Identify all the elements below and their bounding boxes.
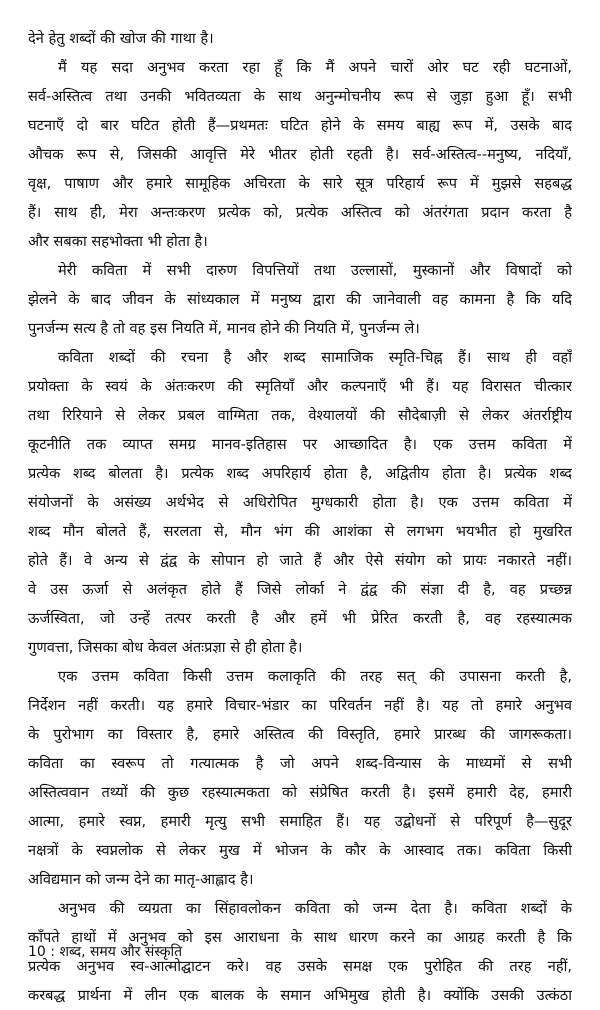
paragraph-3 xyxy=(28,256,572,343)
paragraph-2 xyxy=(28,53,572,256)
text-line: प्रयोक्ता के स्वयं के अंतःकरण की स्मृतियाँ और कल्पनाएँ भी हैं। यह विरासत चीत्कार xyxy=(28,378,572,395)
text-line: होते हैं। वे अन्य से द्वंद्व के सोपान हो जाते हैं और ऐसे संयोग को प्रायः नकारते नहीं। xyxy=(28,552,572,569)
text-line: आत्मा, हमारे स्वप्न, हमारी मृत्यु सभी समाहित हैं। यह उद्बोधनों से परिपूर्ण है—सुदूर xyxy=(28,813,572,830)
text-line: संयोजनों के असंख्य अर्थभेद से अधिरोपित मुग्धकारी होता है। एक उत्तम कविता में xyxy=(28,494,572,511)
text-line: निर्देशन नहीं करती। यह हमारे विचार-भंडार का परिवर्तन नहीं है। यह तो हमारे अनुभव xyxy=(28,697,572,714)
paragraph-5 xyxy=(28,662,572,894)
text-line: पुनर्जन्म सत्य है तो वह इस नियति में, मानव होने की नियति में, पुनर्जन्म ले। xyxy=(28,320,420,337)
text-line: कविता शब्दों की रचना है और शब्द सामाजिक स्मृति-चिह्न हैं। साथ ही वहाँ xyxy=(58,349,572,366)
text-line: प्रत्येक शब्द बोलता है। प्रत्येक शब्द अपरिहार्य होता है, अद्वितीय होता है। प्रत्येक शब्द xyxy=(28,465,572,482)
paragraph-1 xyxy=(28,24,572,53)
text-line: वृक्ष, पाषाण और हमारे सामूहिक अचिरता के सारे सूत्र परिहार्य रूप में मुझसे सहबद्ध xyxy=(28,175,572,192)
text-line: और सबका सहभोक्ता भी होता है। xyxy=(28,233,208,250)
text-line: नक्षत्रों के स्वप्नलोक से लेकर मुख में भोजन के कौर के आस्वाद तक। कविता किसी xyxy=(28,842,572,859)
text-line: देने हेतु शब्दों की खोज की गाथा है। xyxy=(28,30,214,47)
text-line: सर्व-अस्तित्व तथा उनकी भवितव्यता के साथ अनुन्मोचनीय रूप से जुड़ा हुआ हूँ। सभी xyxy=(28,88,572,105)
text-line: प्रत्येक अनुभव स्व-आत्मोद्घाटन करे। वह उसके समक्ष एक पुरोहित की तरह नहीं, xyxy=(28,958,572,975)
text-line: के पुरोभाग का विस्तार है, हमारे अस्तित्व की विस्तृति, हमारे प्रारब्ध की जागरूकता। xyxy=(28,726,572,743)
text-line: झेलने के बाद जीवन के सांध्यकाल में मनुष्य द्वारा की जानेवाली वह कामना है कि यदि xyxy=(28,291,572,308)
footer-separator: : xyxy=(50,944,55,960)
text-line: हैं। साथ ही, मेरा अन्तःकरण प्रत्येक को, प्रत्येक अस्तित्व को अंतरंगता प्रदान करता है xyxy=(28,204,572,221)
text-line: घटनाएँ दो बार घटित होती हैं—प्रथमतः घटित होने के समय बाह्य रूप में, उसके बाद xyxy=(28,117,572,134)
text-line: गुणवत्ता, जिसका बोध केवल अंतःप्रज्ञा से ही होता है। xyxy=(28,639,303,656)
text-line: अनुभव की व्यग्रता का सिंहावलोकन कविता को जन्म देता है। कविता शब्दों के xyxy=(58,900,572,917)
text-line: औचक रूप से, जिसकी आवृत्ति मेरे भीतर होती रहती है। सर्व-अस्तित्व--मनुष्य, नदियाँ, xyxy=(28,146,572,163)
text-line: शब्द मौन बोलते हैं, सरलता से, मौन भंग की आशंका से लगभग भयभीत हो मुखरित xyxy=(28,523,572,540)
text-line: कविता का स्वरूप तो गत्यात्मक है जो अपने शब्द-विन्यास के माध्यमों से सभी xyxy=(28,755,572,772)
text-line: मैं यह सदा अनुभव करता रहा हूँ कि मैं अपने चारों ओर घट रही घटनाओं, xyxy=(58,59,572,76)
running-title: शब्द, समय और संस्कृति xyxy=(59,944,183,960)
text-line: तथा रिरियाने से लेकर प्रबल वाग्मिता तक, वेश्यालयों की सौदेबाज़ी से लेकर अंतर्राष्ट्रीय xyxy=(28,407,572,424)
page-body xyxy=(28,24,572,1010)
text-line: अस्तित्ववान तथ्यों की कुछ रहस्यात्मकता को संप्रेषित करती है। इसमें हमारी देह, हमारी xyxy=(28,784,572,801)
page-footer xyxy=(28,942,182,962)
paragraph-4 xyxy=(28,343,572,662)
text-line: कूटनीति तक व्याप्त समग्र मानव-इतिहास पर आच्छादित है। एक उत्तम कविता में xyxy=(28,436,572,453)
text-line: काँपते हाथों में अनुभव को इस आराधना के साथ धारण करने का आग्रह करती है कि xyxy=(28,929,572,946)
text-line: मेरी कविता में सभी दारुण विपत्तियों तथा उल्लासों, मुस्कानों और विषादों को xyxy=(58,262,572,279)
text-line: करबद्ध प्रार्थना में लीन एक बालक के समान अभिमुख होती है। क्योंकि उसकी उत्कंठा xyxy=(28,987,572,1004)
text-line: अविद्यमान को जन्म देने का मातृ-आह्लाद है। xyxy=(28,871,254,888)
page-number: 10 xyxy=(28,944,46,960)
text-line: वे उस ऊर्जा से अलंकृत होते हैं जिसे लोर्का ने द्वंद्व की संज्ञा दी है, वह प्रच्छन्न xyxy=(28,581,572,598)
text-line: ऊर्जस्विता, जो उन्हें तत्पर करती है और हमें भी प्रेरित करती है, वह रहस्यात्मक xyxy=(28,610,572,627)
text-line: एक उत्तम कविता किसी उत्तम कलाकृति की तरह सत् की उपासना करती है, xyxy=(58,668,572,685)
